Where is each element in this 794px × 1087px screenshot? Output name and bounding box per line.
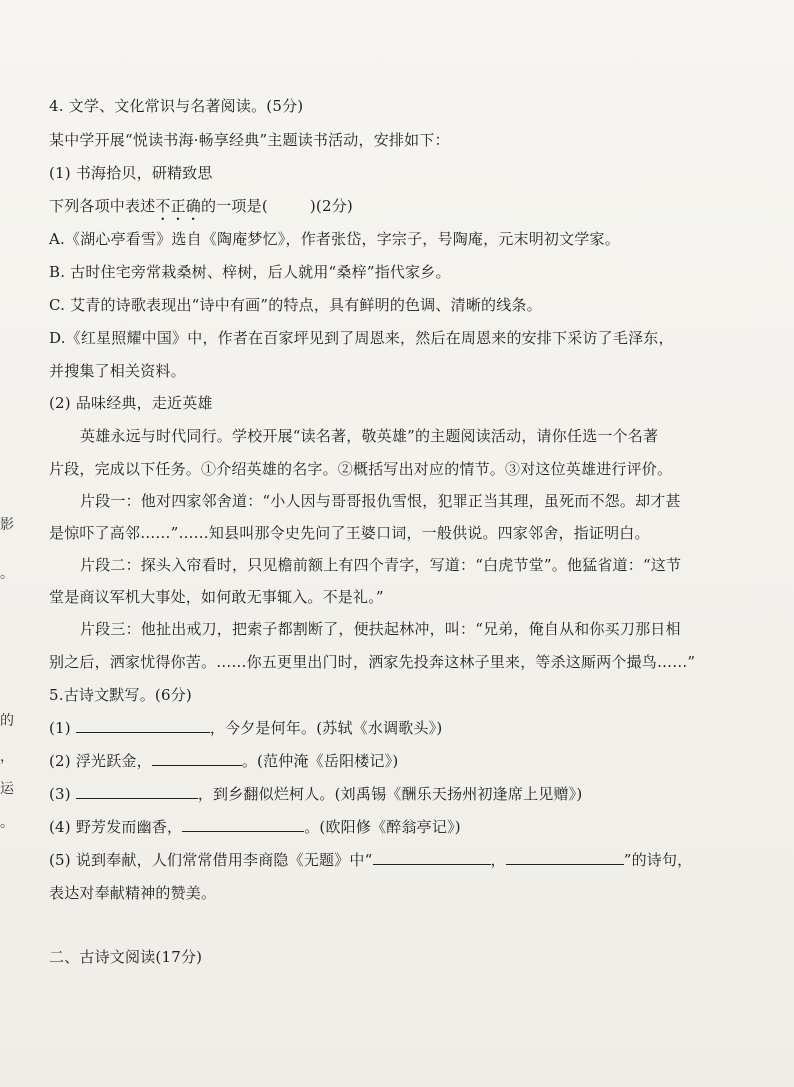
q5-item1 xyxy=(49,717,442,739)
fragment2-line2: 堂是商议军机大事处，如何敢无事辄入。不是礼。” xyxy=(49,588,384,606)
item4-tail: 。(欧阳修《醉翁亭记》) xyxy=(304,818,461,836)
margin-fragment: 运 xyxy=(0,781,14,797)
option-b: B. 古时住宅旁常栽桑树、梓树，后人就用“桑梓”指代家乡。 xyxy=(49,263,451,281)
item3-number: (3) xyxy=(49,785,71,803)
item3-text: ，到乡翻似烂柯人。(刘禹锡《酬乐天扬州初逢席上见赠》) xyxy=(197,785,583,803)
item1-number: (1) xyxy=(49,719,71,737)
item2-blank[interactable] xyxy=(152,751,242,766)
item2-tail: 。(范仲淹《岳阳楼记》) xyxy=(241,752,399,770)
item1-blank[interactable] xyxy=(76,718,210,733)
item5-blank2[interactable] xyxy=(506,850,624,865)
item4-blank[interactable] xyxy=(182,817,304,832)
fragment1-line2: 是惊吓了高邻……”……知县叫那令史先问了王婆口词，一般供说。四家邻舍，指证明白。 xyxy=(49,524,650,542)
option-d-line2: 并搜集了相关资料。 xyxy=(49,362,186,380)
q5-item5-line2: 表达对奉献精神的赞美。 xyxy=(49,884,217,902)
q5-title: 5.古诗文默写。(6分) xyxy=(49,686,192,704)
option-d-line1: D.《红星照耀中国》中，作者在百家坪见到了周恩来，然后在周恩来的安排下采访了毛泽东， xyxy=(49,329,674,347)
section2-title: 二、古诗文阅读(17分) xyxy=(49,948,203,966)
item2-text: (2) 浮光跃金， xyxy=(49,752,152,770)
q4-intro: 某中学开展“悦读书海·畅享经典”主题读书活动，安排如下： xyxy=(49,131,450,149)
margin-fragment: 影 xyxy=(0,517,14,533)
item1-text: ，今夕是何年。(苏轼《水调歌头》) xyxy=(209,719,443,737)
fragment1-line1: 片段一：他对四家邻舍道：“小人因与哥哥报仇雪恨，犯罪正当其理，虽死而不怨。却才甚 xyxy=(80,492,681,510)
prompt-emphasis: 不正确 xyxy=(155,197,202,215)
margin-fragment: 。 xyxy=(0,815,14,831)
prompt-close: )(2分) xyxy=(309,197,353,215)
item5-text: (5) 说到奉献，人们常常借用李商隐《无题》中“ xyxy=(49,851,373,869)
margin-fragment: 。 xyxy=(0,566,14,582)
item5-blank1[interactable] xyxy=(373,850,491,865)
item4-text: (4) 野芳发而幽香， xyxy=(49,818,183,836)
q5-item2 xyxy=(49,750,398,772)
option-a: A.《湖心亭看雪》选自《陶庵梦忆》，作者张岱，字宗子，号陶庵，元末明初文学家。 xyxy=(49,230,620,248)
prompt-before: 下列各项中表述 xyxy=(49,197,156,215)
item5-tail: ”的诗句， xyxy=(623,851,693,869)
fragment3-line2: 别之后，洒家忧得你苦。……你五更里出门时，洒家先投奔这林子里来，等杀这厮两个撮鸟……” xyxy=(49,653,696,671)
margin-fragment: 的 xyxy=(0,713,14,729)
item3-blank[interactable] xyxy=(76,784,198,799)
margin-fragment: ， xyxy=(0,749,14,765)
q4-title: 4. 文学、文化常识与名著阅读。(5分) xyxy=(49,97,304,115)
prompt-after: 的一项是( xyxy=(201,197,268,215)
item5-comma: ， xyxy=(490,851,506,869)
part2-heading: (2) 品味经典，走近英雄 xyxy=(49,394,213,412)
task-line1: 英雄永远与时代同行。学校开展“读名著，敬英雄”的主题阅读活动，请你任选一个名著 xyxy=(80,427,659,445)
q5-item3 xyxy=(49,783,582,805)
option-c: C. 艾青的诗歌表现出“诗中有画”的特点，具有鲜明的色调、清晰的线条。 xyxy=(49,296,542,314)
part1-prompt xyxy=(49,195,353,224)
q5-item5 xyxy=(49,849,692,871)
part1-heading: (1) 书海拾贝，研精致思 xyxy=(49,164,213,182)
task-line2: 片段，完成以下任务。①介绍英雄的名字。②概括写出对应的情节。③对这位英雄进行评价。 xyxy=(49,460,673,478)
fragment2-line1: 片段二：探头入帘看时，只见檐前额上有四个青字，写道：“白虎节堂”。他猛省道：“这节 xyxy=(80,556,682,574)
q5-item4 xyxy=(49,816,461,838)
fragment3-line1: 片段三：他扯出戒刀，把索子都割断了，便扶起林冲，叫：“兄弟，俺自从和你买刀那日相 xyxy=(80,620,681,638)
